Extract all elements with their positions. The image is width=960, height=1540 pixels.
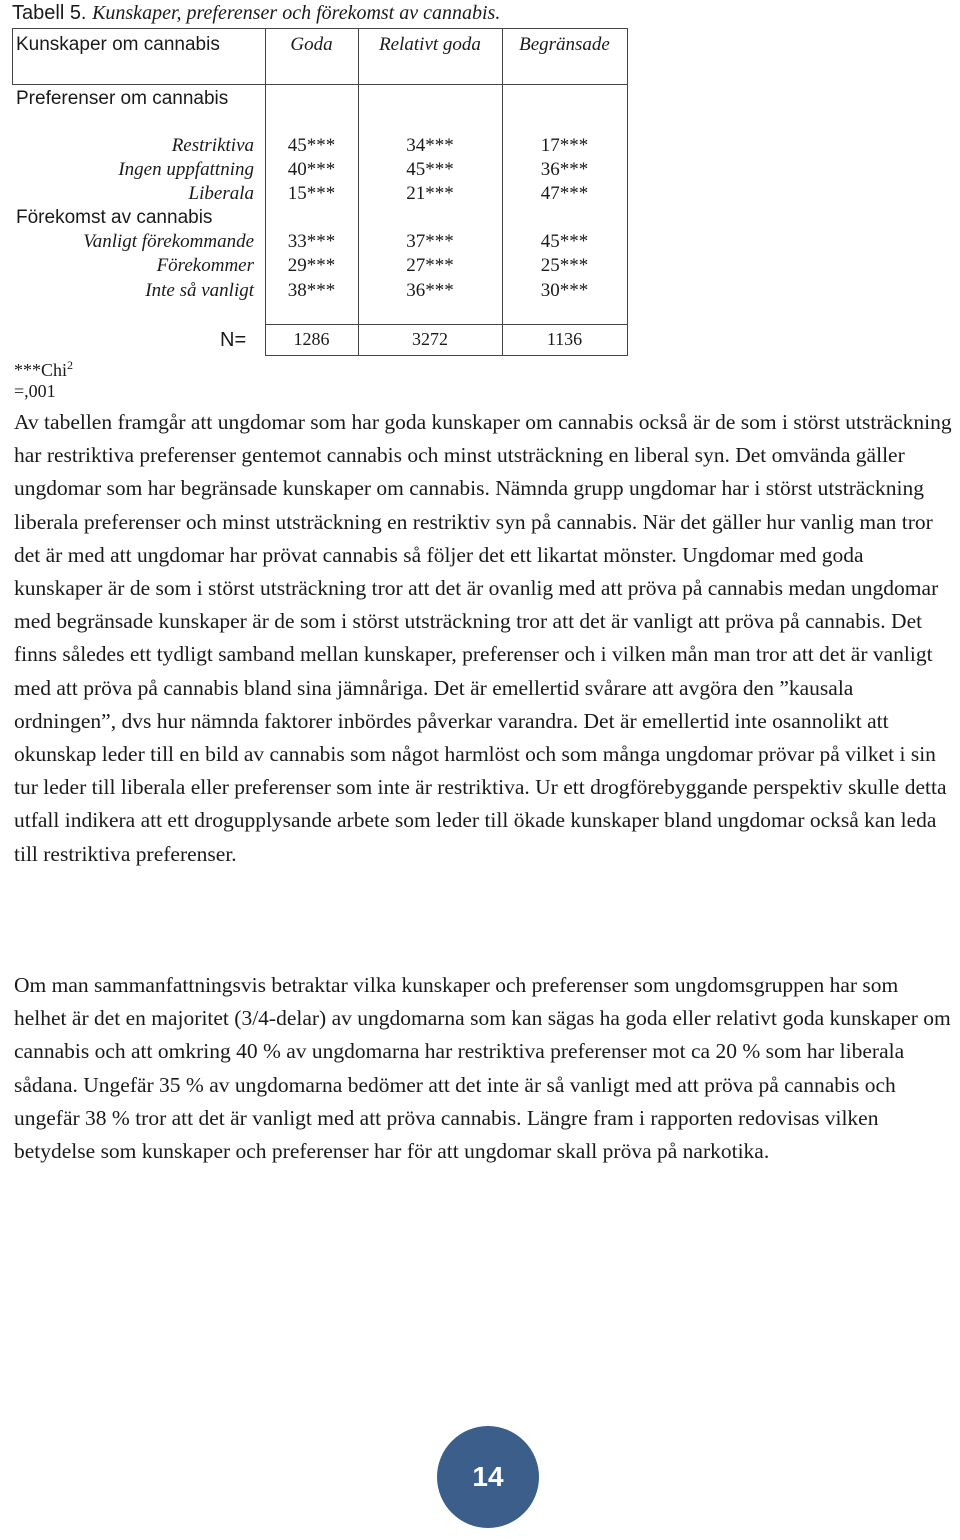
n-value: 1286 — [293, 329, 330, 349]
table-left-border — [12, 28, 13, 84]
row-label: Inte så vanligt — [145, 280, 254, 301]
cell-value: 25*** — [540, 255, 589, 276]
table-caption — [12, 2, 500, 25]
n-label: N= — [220, 329, 247, 351]
cell-value: 45*** — [406, 159, 454, 180]
cell-value: 45*** — [540, 231, 589, 252]
cell-value: 15*** — [287, 183, 336, 204]
cell-value: 34*** — [406, 135, 454, 156]
cell-value: 17*** — [540, 135, 589, 156]
note-superscript: 2 — [67, 358, 74, 372]
page-number: 14 — [472, 1461, 504, 1492]
row-label: Liberala — [188, 183, 254, 204]
cell-value: 21*** — [406, 183, 454, 204]
cell-value: 37*** — [406, 231, 454, 252]
row-label: Restriktiva — [171, 135, 254, 156]
caption-prefix: Tabell 5. — [12, 2, 93, 24]
note-text-tail: =,001 — [14, 381, 56, 401]
cell-value: 33*** — [287, 231, 336, 252]
n-value: 3272 — [412, 329, 448, 349]
significance-note — [14, 358, 73, 402]
cell-value: 29*** — [287, 255, 336, 276]
cell-value: 36*** — [540, 159, 589, 180]
body-paragraph-2: Om man sammanfattningsvis betraktar vilka kunskaper och preferenser som ungdomsgruppen har som helhet är det en majoritet (3/4-delar) av ungdomarna som kan sägas ha goda eller relativt goda kunskaper om cannabis och att omkring 40 % av ungdomarna har restriktiva preferenser mot ca 20 % som har liberala sådana. Ungefär 35 % av ungdomarna bedömer att det inte är så vanligt med att pröva på cannabis och ungefär 38 % tror att det är vanligt med att pröva cannabis. Längre fram i rapporten redovisas vilken betydelse som kunskaper och preferenser har för att ungdomar skall pröva på narkotika. — [14, 973, 951, 1164]
row-label: Ingen uppfattning — [118, 159, 254, 180]
table-n-row-bottom — [265, 355, 628, 356]
header-goda: Goda — [290, 34, 333, 55]
cell-value: 47*** — [540, 183, 589, 204]
header-knowledge: Kunskaper om cannabis — [16, 34, 220, 55]
section-preferences: Preferenser om cannabis — [16, 88, 229, 109]
cell-value: 40*** — [287, 159, 336, 180]
n-value: 1136 — [546, 329, 583, 349]
cell-value: 30*** — [540, 280, 589, 301]
table-right-border — [627, 28, 628, 355]
cell-value: 36*** — [406, 280, 454, 301]
row-label: Vanligt förekommande — [83, 231, 254, 252]
caption-title: Kunskaper, preferenser och förekomst av cannabis. — [92, 2, 501, 24]
note-text: ***Chi — [14, 360, 68, 380]
section-prevalence: Förekomst av cannabis — [16, 207, 213, 228]
table-header-divider — [12, 84, 628, 85]
row-label: Förekommer — [156, 255, 254, 276]
header-begransade: Begränsade — [519, 34, 610, 55]
header-relativt-goda: Relativt goda — [379, 34, 481, 55]
table-top-border — [12, 28, 628, 29]
cell-value: 45*** — [287, 135, 336, 156]
cell-value: 38*** — [287, 280, 336, 301]
table-n-row-top — [265, 324, 628, 325]
body-paragraph-1: Av tabellen framgår att ungdomar som har goda kunskaper om cannabis också är de som i störst utsträckning har restriktiva preferenser gentemot cannabis och minst utsträckning en liberal syn. Det omvända gäller ungdomar som har begränsade kunskaper om cannabis. Nämnda grupp ungdomar har i störst utsträckning liberala preferenser och minst utsträckning en restriktiv syn på cannabis. När det gäller hur vanlig man tror det är med att ungdomar har prövat cannabis så följer det ett likartat mönster. Ungdomar med goda kunskaper är de som i störst utsträckning tror att det är ovanlig med att pröva på cannabis medan ungdomar med begränsade kunskaper är de som i störst utsträckning tror att det är vanligt att pröva på cannabis. Det finns således ett tydligt samband mellan kunskaper, preferenser och i vilken mån man tror att det är vanligt med att pröva på cannabis bland sina jämnåriga. Det är emellertid svårare att avgöra den ”kausala ordningen”, dvs hur nämnda faktorer inbördes påverkar varandra. Det är emellertid inte osannolikt att okunskap leder till en bild av cannabis som något harmlöst och som många ungdomar prövar på vilket i sin tur leder till liberala eller preferenser som inte är restriktiva. Ur ett drogförebyggande perspektiv skulle detta utfall indikera att ett drogupplysande arbete som leder till ökade kunskaper bland ungdomar också kan leda till restriktiva preferenser. — [14, 410, 952, 866]
cell-value: 27*** — [406, 255, 454, 276]
page-number-badge — [437, 1426, 539, 1528]
